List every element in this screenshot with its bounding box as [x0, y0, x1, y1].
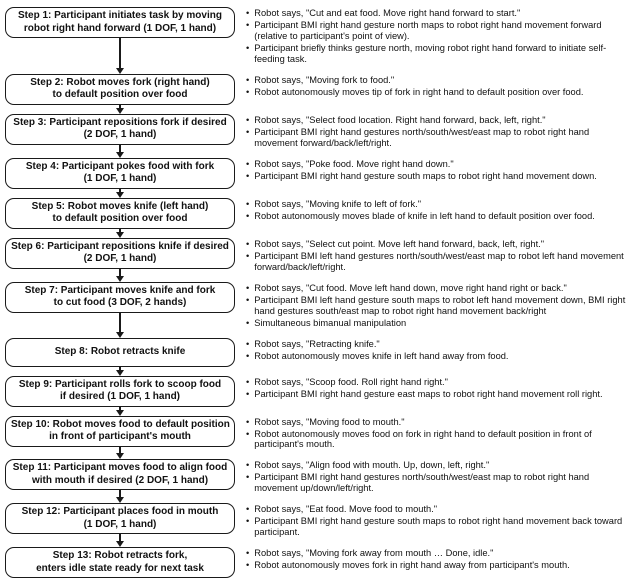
bullet-item — [246, 377, 634, 388]
bullet-icon: • — [246, 516, 250, 527]
step-row-2 — [5, 74, 636, 114]
step-column-cell — [5, 7, 235, 74]
bullet-item — [246, 171, 634, 182]
bullet-item — [246, 460, 634, 471]
bullet-item — [246, 251, 634, 273]
step-bullets-4 — [235, 158, 636, 198]
step-row-8 — [5, 338, 636, 376]
step-box-line: Step 10: Robot moves food to default position — [11, 418, 230, 430]
step-box-line: Step 5: Robot moves knife (left hand) — [31, 200, 209, 212]
step-column-cell — [5, 198, 235, 238]
bullet-item — [246, 429, 634, 451]
bullet-item — [246, 472, 634, 494]
bullet-text: Participant BMI left hand gesture south maps to robot left hand movement down, BMI right hand gestures south/east map to robot right hand movement back/right — [254, 294, 626, 316]
step-column-cell — [5, 74, 235, 114]
bullet-item — [246, 318, 634, 329]
step-box-1 — [5, 7, 235, 38]
step-column-cell — [5, 376, 235, 416]
step-bullets-7 — [235, 282, 636, 338]
bullet-icon: • — [246, 282, 250, 293]
bullet-text: Simultaneous bimanual manipulation — [254, 317, 407, 328]
bullet-item — [246, 87, 634, 98]
bullet-text: Robot says, "Moving fork to food." — [254, 74, 395, 85]
bullet-text: Participant BMI right hand gestures north/south/west/east map to robot right hand movement up/down/left/right. — [254, 472, 590, 494]
bullet-icon: • — [246, 388, 250, 399]
flow-arrow-down-icon — [116, 189, 124, 198]
bullet-icon: • — [246, 42, 250, 53]
bullet-item — [246, 75, 634, 86]
bullet-icon: • — [246, 198, 250, 209]
step-column-cell — [5, 158, 235, 198]
bullet-icon: • — [246, 428, 250, 439]
step-column-cell — [5, 503, 235, 547]
step-box-2 — [5, 74, 235, 105]
bullet-item — [246, 351, 634, 362]
flow-arrow-down-icon — [116, 229, 124, 238]
flow-arrow-down-icon — [116, 145, 124, 158]
step-row-1 — [5, 7, 636, 74]
step-box-line: Step 6: Participant repositions knife if desired — [11, 240, 229, 252]
bullet-text: Robot autonomously moves food on fork in right hand to default position in front of participant's mouth. — [254, 428, 592, 450]
step-box-4 — [5, 158, 235, 189]
step-column-cell — [5, 282, 235, 338]
step-box-line: Step 2: Robot moves fork (right hand) — [30, 76, 210, 88]
bullet-item — [246, 8, 634, 19]
bullet-text: Robot says, "Moving fork away from mouth … Done, idle." — [254, 548, 494, 559]
step-box-13 — [5, 547, 235, 578]
step-box-line: Step 3: Participant repositions fork if desired — [13, 116, 227, 128]
step-bullets-3 — [235, 114, 636, 158]
step-bullets-9 — [235, 376, 636, 416]
step-box-line: Step 13: Robot retracts fork, — [52, 550, 188, 562]
step-box-line: in front of participant's mouth — [49, 431, 191, 443]
step-box-line: to default position over food — [52, 213, 188, 225]
arrow-shaft — [119, 447, 121, 454]
bullet-text: Robot says, "Moving food to mouth." — [254, 416, 405, 427]
step-box-5 — [5, 198, 235, 229]
bullet-item — [246, 389, 634, 400]
bullet-icon: • — [246, 504, 250, 515]
flow-arrow-down-icon — [116, 447, 124, 460]
bullet-item — [246, 159, 634, 170]
bullet-item — [246, 115, 634, 126]
bullet-icon: • — [246, 317, 250, 328]
arrow-shaft — [119, 269, 121, 276]
bullet-text: Participant BMI left hand gestures north/south/west/east map to robot left hand movement forward/back/left/right. — [254, 250, 624, 272]
bullet-icon: • — [246, 158, 250, 169]
step-box-line: (1 DOF, 1 hand) — [83, 173, 157, 185]
step-box-9 — [5, 376, 235, 407]
bullet-icon: • — [246, 472, 250, 483]
step-box-line: Step 11: Participant moves food to align food — [12, 462, 228, 474]
step-column-cell — [5, 459, 235, 503]
flow-arrow-down-icon — [116, 534, 124, 547]
bullet-item — [246, 548, 634, 559]
step-row-7 — [5, 282, 636, 338]
step-box-line: Step 7: Participant moves knife and fork — [24, 284, 216, 296]
flow-arrow-down-icon — [116, 105, 124, 114]
bullet-text: Participant briefly thinks gesture north, moving robot right hand forward to initiate self-feeding task. — [254, 42, 607, 64]
step-row-12 — [5, 503, 636, 547]
bullet-text: Robot says, "Eat food. Move food to mouth." — [254, 504, 438, 515]
flow-arrow-down-icon — [116, 38, 124, 74]
bullet-item — [246, 516, 634, 538]
arrow-shaft — [119, 490, 121, 497]
flow-arrow-down-icon — [116, 313, 124, 338]
step-column-cell — [5, 114, 235, 158]
bullet-item — [246, 211, 634, 222]
bullet-icon: • — [246, 74, 250, 85]
step-box-6 — [5, 238, 235, 269]
step-box-8 — [5, 338, 235, 367]
bullet-icon: • — [246, 114, 250, 125]
bullet-text: Robot says, "Poke food. Move right hand down." — [254, 158, 454, 169]
bullet-icon: • — [246, 350, 250, 361]
bullet-item — [246, 43, 634, 65]
flow-arrow-down-icon — [116, 269, 124, 282]
step-row-9 — [5, 376, 636, 416]
bullet-icon: • — [246, 338, 250, 349]
bullet-icon: • — [246, 460, 250, 471]
step-row-4 — [5, 158, 636, 198]
step-box-line: with mouth if desired (2 DOF, 1 hand) — [31, 474, 209, 486]
bullet-text: Robot says, "Retracting knife." — [254, 338, 380, 349]
bullet-item — [246, 239, 634, 250]
step-box-line: Step 12: Participant places food in mouth — [21, 506, 219, 518]
step-box-10 — [5, 416, 235, 447]
bullet-item — [246, 339, 634, 350]
bullet-text: Participant BMI right hand gesture south maps to robot right hand movement back toward participant. — [254, 516, 623, 538]
step-box-line: if desired (1 DOF, 1 hand) — [59, 391, 181, 403]
arrow-shaft — [119, 145, 121, 152]
step-bullets-11 — [235, 459, 636, 503]
step-column-cell — [5, 338, 235, 376]
step-box-line: (1 DOF, 1 hand) — [83, 518, 157, 530]
step-box-line: (2 DOF, 1 hand) — [83, 253, 157, 265]
bullet-text: Participant BMI right hand gesture south maps to robot right hand movement down. — [254, 170, 597, 181]
step-box-line: enters idle state ready for next task — [36, 562, 204, 574]
step-box-line: to default position over food — [52, 89, 188, 101]
step-box-11 — [5, 459, 235, 490]
step-row-13 — [5, 547, 636, 580]
step-column-cell — [5, 238, 235, 282]
arrow-shaft — [119, 313, 121, 332]
bullet-icon: • — [246, 210, 250, 221]
bullet-text: Robot autonomously moves blade of knife in left hand to default position over food. — [254, 210, 595, 221]
bullet-item — [246, 560, 634, 571]
bullet-item — [246, 199, 634, 210]
bullet-item — [246, 20, 634, 42]
step-bullets-2 — [235, 74, 636, 114]
step-box-line: Step 9: Participant rolls fork to scoop food — [18, 378, 222, 390]
step-bullets-13 — [235, 547, 636, 580]
arrow-shaft — [119, 534, 121, 541]
step-column-cell — [5, 547, 235, 580]
bullet-icon: • — [246, 238, 250, 249]
bullet-item — [246, 504, 634, 515]
bullet-icon: • — [246, 170, 250, 181]
step-row-3 — [5, 114, 636, 158]
step-bullets-1 — [235, 7, 636, 74]
bullet-text: Robot says, "Align food with mouth. Up, down, left, right." — [254, 460, 490, 471]
bullet-item — [246, 127, 634, 149]
step-box-line: Step 1: Participant initiates task by moving — [18, 10, 222, 21]
bullet-icon: • — [246, 294, 250, 305]
bullet-icon: • — [246, 548, 250, 559]
step-bullets-10 — [235, 416, 636, 460]
step-box-line: Step 8: Robot retracts knife — [54, 345, 186, 357]
bullet-text: Robot says, "Moving knife to left of fork." — [254, 198, 422, 209]
bullet-icon: • — [246, 376, 250, 387]
step-bullets-8 — [235, 338, 636, 376]
step-box-3 — [5, 114, 235, 145]
flow-arrow-down-icon — [116, 490, 124, 503]
bullet-icon: • — [246, 8, 250, 18]
step-bullets-12 — [235, 503, 636, 547]
bullet-icon: • — [246, 19, 250, 30]
step-box-line: Step 4: Participant pokes food with fork — [25, 160, 215, 172]
bullet-text: Robot says, "Cut food. Move left hand down, move right hand right or back." — [254, 282, 567, 293]
step-column-cell — [5, 416, 235, 460]
bullet-icon: • — [246, 86, 250, 97]
step-box-line: robot right hand forward (1 DOF, 1 hand) — [23, 22, 217, 34]
bullet-text: Robot says, "Scoop food. Roll right hand right." — [254, 376, 448, 387]
flow-arrow-down-icon — [116, 367, 124, 376]
bullet-icon: • — [246, 126, 250, 137]
bullet-text: Robot autonomously moves tip of fork in right hand to default position over food. — [254, 86, 584, 97]
bullet-text: Robot says, "Select cut point. Move left hand forward, back, left, right." — [254, 238, 545, 249]
step-row-10 — [5, 416, 636, 460]
step-row-5 — [5, 198, 636, 238]
bullet-text: Robot autonomously moves knife in left hand away from food. — [254, 350, 509, 361]
bullet-icon: • — [246, 250, 250, 261]
step-bullets-5 — [235, 198, 636, 238]
bullet-text: Participant BMI right hand gestures north/south/west/east map to robot right hand movement forward/back/left/right. — [254, 126, 590, 148]
bullet-text: Robot says, "Select food location. Right hand forward, back, left, right." — [254, 114, 546, 125]
bullet-item — [246, 417, 634, 428]
step-row-6 — [5, 238, 636, 282]
step-box-line: (2 DOF, 1 hand) — [83, 129, 157, 141]
step-box-7 — [5, 282, 235, 313]
step-bullets-6 — [235, 238, 636, 282]
step-box-12 — [5, 503, 235, 534]
bullet-icon: • — [246, 560, 250, 571]
bullet-item — [246, 283, 634, 294]
step-row-11 — [5, 459, 636, 503]
bullet-text: Robot autonomously moves fork in right hand away from participant's mouth. — [254, 560, 570, 571]
flow-arrow-down-icon — [116, 407, 124, 416]
bullet-text: Robot says, "Cut and eat food. Move right hand forward to start." — [254, 8, 521, 18]
arrow-shaft — [119, 38, 121, 68]
bullet-text: Participant BMI right hand gesture north maps to robot right hand movement forward (relative to participant's point of view). — [254, 19, 602, 41]
bullet-icon: • — [246, 416, 250, 427]
bullet-text: Participant BMI right hand gesture east maps to robot right hand movement roll right. — [254, 388, 603, 399]
bullet-item — [246, 295, 634, 317]
step-box-line: to cut food (3 DOF, 2 hands) — [53, 297, 187, 309]
